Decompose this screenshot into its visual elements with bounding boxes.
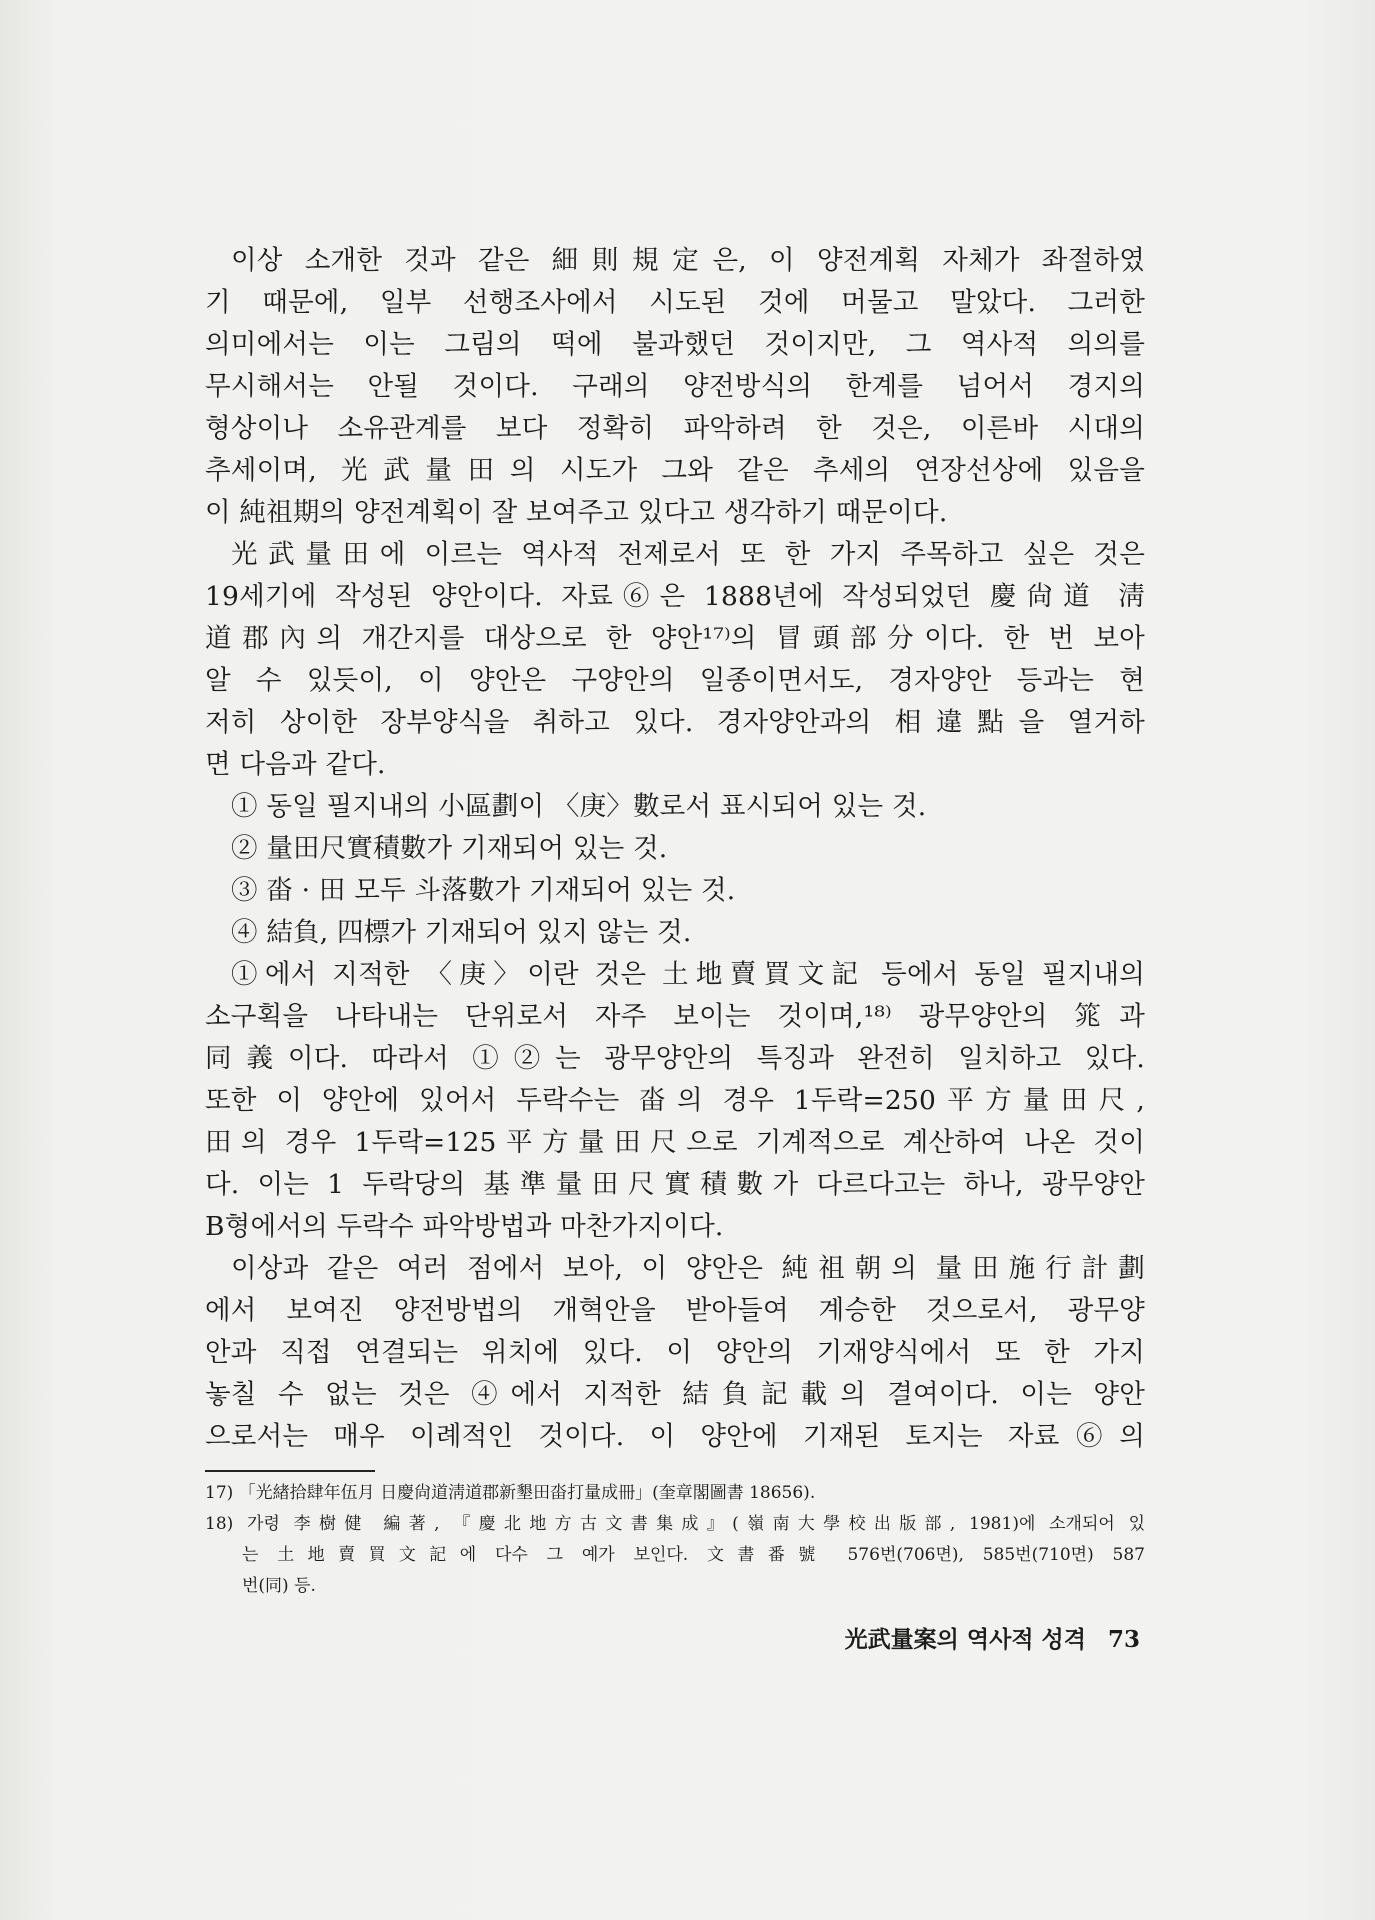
body-line: 에서 보여진 양전방법의 개혁안을 받아들여 계승한 것으로서, 광무양 bbox=[205, 1295, 1145, 1326]
running-title: 光武量案의 역사적 성격 bbox=[844, 1626, 1086, 1653]
body-line: 형상이나 소유관계를 보다 정확히 파악하려 한 것은, 이른바 시대의 bbox=[205, 413, 1145, 444]
body-line: 저히 상이한 장부양식을 취하고 있다. 경자양안과의 相違點을 열거하 bbox=[205, 707, 1145, 738]
body-line: 으로서는 매우 이례적인 것이다. 이 양안에 기재된 토지는 자료⑥의 bbox=[205, 1421, 1145, 1452]
body-line: 이 純祖期의 양전계획이 잘 보여주고 있다고 생각하기 때문이다. bbox=[205, 497, 948, 528]
body-line: 면 다음과 같다. bbox=[205, 749, 386, 780]
body-line: 光武量田에 이르는 역사적 전제로서 또 한 가지 주목하고 싶은 것은 bbox=[231, 539, 1145, 570]
body-line: ①에서 지적한 〈庚〉이란 것은 土地賣買文記 등에서 동일 필지내의 bbox=[231, 959, 1145, 990]
body-text bbox=[205, 240, 1145, 1458]
footnote-17: 17) 「光緖拾肆年伍月 日慶尙道淸道郡新墾田畓打量成冊」(奎章閣圖書 18656). bbox=[205, 1483, 816, 1503]
list-item: ① 동일 필지내의 小區劃이 〈庚〉數로서 표시되어 있는 것. bbox=[231, 791, 927, 822]
body-line: 이상 소개한 것과 같은 細則規定은, 이 양전계획 자체가 좌절하였 bbox=[231, 245, 1145, 276]
footnote-18: 18) 가령 李樹健 編著, 『慶北地方古文書集成』(嶺南大學校出版部, 1981)에 소개되어 있 bbox=[205, 1514, 1145, 1534]
list-item: ③ 畓 · 田 모두 斗落數가 기재되어 있는 것. bbox=[231, 875, 736, 906]
footnote-divider bbox=[205, 1470, 375, 1472]
body-line: 19세기에 작성된 양안이다. 자료⑥은 1888년에 작성되었던 慶尙道 淸 bbox=[205, 581, 1145, 612]
list-item: ④ 結負, 四標가 기재되어 있지 않는 것. bbox=[231, 917, 692, 948]
body-line: 다. 이는 1 두락당의 基準量田尺實積數가 다르다고는 하나, 광무양안 bbox=[205, 1169, 1145, 1200]
body-line: 놓칠 수 없는 것은 ④에서 지적한 結負記載의 결여이다. 이는 양안 bbox=[205, 1379, 1145, 1410]
page-number: 73 bbox=[1107, 1626, 1140, 1653]
body-line: 소구획을 나타내는 단위로서 자주 보이는 것이며,¹⁸⁾ 광무양안의 筄과 bbox=[205, 1001, 1145, 1032]
body-line: 道郡內의 개간지를 대상으로 한 양안¹⁷⁾의 冒頭部分이다. 한 번 보아 bbox=[205, 623, 1145, 654]
footnotes bbox=[205, 1478, 1145, 1602]
body-line: 무시해서는 안될 것이다. 구래의 양전방식의 한계를 넘어서 경지의 bbox=[205, 371, 1145, 402]
body-line: 안과 직접 연결되는 위치에 있다. 이 양안의 기재양식에서 또 한 가지 bbox=[205, 1337, 1145, 1368]
body-line: B형에서의 두락수 파악방법과 마찬가지이다. bbox=[205, 1211, 724, 1242]
body-line: 同義이다. 따라서 ①②는 광무양안의 특징과 완전히 일치하고 있다. bbox=[205, 1043, 1145, 1074]
running-footer bbox=[780, 1620, 1140, 1660]
body-line: 의미에서는 이는 그림의 떡에 불과했던 것이지만, 그 역사적 의의를 bbox=[205, 329, 1145, 360]
footnote-18-continued: 는 土地賣買文記에 다수 그 예가 보인다. 文書番號 576번(706면), 585번(710면) 587 bbox=[242, 1545, 1145, 1565]
list-item: ② 量田尺實積數가 기재되어 있는 것. bbox=[231, 833, 668, 864]
footnote-18-continued: 번(同) 등. bbox=[242, 1576, 316, 1596]
body-line: 추세이며, 光武量田의 시도가 그와 같은 추세의 연장선상에 있음을 bbox=[205, 455, 1145, 486]
body-line: 이상과 같은 여러 점에서 보아, 이 양안은 純祖朝의 量田施行計劃 bbox=[231, 1253, 1145, 1284]
body-line: 또한 이 양안에 있어서 두락수는 畓의 경우 1두락=250平方量田尺, bbox=[205, 1085, 1145, 1116]
body-line: 田의 경우 1두락=125平方量田尺으로 기계적으로 계산하여 나온 것이 bbox=[205, 1127, 1145, 1158]
body-line: 알 수 있듯이, 이 양안은 구양안의 일종이면서도, 경자양안 등과는 현 bbox=[205, 665, 1145, 696]
body-line: 기 때문에, 일부 선행조사에서 시도된 것에 머물고 말았다. 그러한 bbox=[205, 287, 1145, 318]
